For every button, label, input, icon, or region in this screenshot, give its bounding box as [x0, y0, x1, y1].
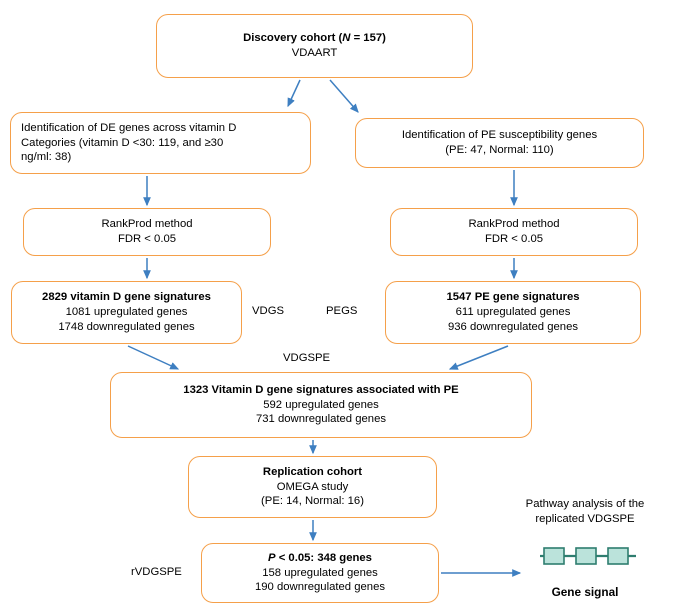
node-replication-cohort: [188, 456, 437, 518]
node-vdgspe: [110, 372, 532, 438]
label-gene-signal: Gene signal: [551, 585, 619, 599]
node-pegs-line1: 1547 PE gene signatures: [446, 291, 580, 304]
node-de-line3: ng/ml: 38): [21, 151, 72, 164]
label-pathway-line1: Pathway analysis of the: [525, 498, 645, 510]
node-pegs-line2: 611 upregulated genes: [455, 306, 571, 319]
node-de-line2: Categories (vitamin D <30: 119, and ≥30: [21, 136, 224, 149]
node-rvdgspe-line1: P < 0.05: 348 genes: [268, 551, 372, 564]
node-rankprod-left: [23, 208, 271, 256]
node-rankprod-right-line1: RankProd method: [468, 218, 560, 231]
node-rvdgspe-results: [201, 543, 439, 603]
arrow-pegs-to-vdgspe: [450, 346, 508, 369]
node-vdgspe-line3: 731 downregulated genes: [255, 413, 387, 426]
gene-signal-icon: [538, 541, 638, 571]
node-rankprod-right: [390, 208, 638, 256]
node-vdgs-line1: 2829 vitamin D gene signatures: [42, 291, 211, 304]
node-pegs-line3: 936 downregulated genes: [447, 320, 579, 333]
node-rankprod-right-line2: FDR < 0.05: [484, 233, 544, 245]
node-rvdgspe-line3: 190 downregulated genes: [254, 581, 386, 594]
node-pe-susceptibility: [355, 118, 644, 168]
node-pe-line1: Identification of PE susceptibility genes: [401, 129, 598, 142]
label-vdgs: VDGS: [252, 305, 285, 317]
node-vdgs-line3: 1748 downregulated genes: [58, 320, 195, 333]
node-de-line1: Identification of DE genes across vitamin D: [21, 121, 237, 134]
node-rankprod-left-line1: RankProd method: [101, 218, 193, 231]
node-rankprod-left-line2: FDR < 0.05: [117, 233, 177, 245]
label-pegs: PEGS: [326, 305, 358, 317]
arrow-vdgs-to-vdgspe: [128, 346, 178, 369]
label-rvdgspe: rVDGSPE: [131, 566, 182, 578]
node-rvdgspe-line2: 158 upregulated genes: [262, 566, 378, 579]
node-replication-line3: (PE: 14, Normal: 16): [261, 495, 364, 508]
node-vdgs-line2: 1081 upregulated genes: [65, 306, 188, 319]
node-discovery-subtitle: VDAART: [291, 47, 338, 59]
label-pathway-line2: replicated VDGSPE: [535, 512, 635, 525]
arrow-discovery-to-pe: [330, 80, 358, 112]
node-vdgspe-line1: 1323 Vitamin D gene signatures associated with PE: [183, 383, 459, 396]
node-discovery-cohort: [156, 14, 473, 78]
node-replication-line2: OMEGA study: [276, 480, 349, 493]
node-vitamin-d-gene-signatures: [11, 281, 242, 344]
node-replication-line1: Replication cohort: [262, 465, 363, 478]
node-vdgspe-line2: 592 upregulated genes: [263, 398, 379, 411]
node-pe-line2: (PE: 47, Normal: 110): [445, 144, 554, 156]
node-discovery-title: Discovery cohort (N = 157): [243, 32, 386, 45]
label-vdgspe: VDGSPE: [283, 352, 331, 364]
node-de-gene-identification: [10, 112, 311, 174]
arrow-discovery-to-de: [288, 80, 300, 106]
node-pe-gene-signatures: [385, 281, 641, 344]
label-pathway-analysis: [510, 497, 660, 526]
